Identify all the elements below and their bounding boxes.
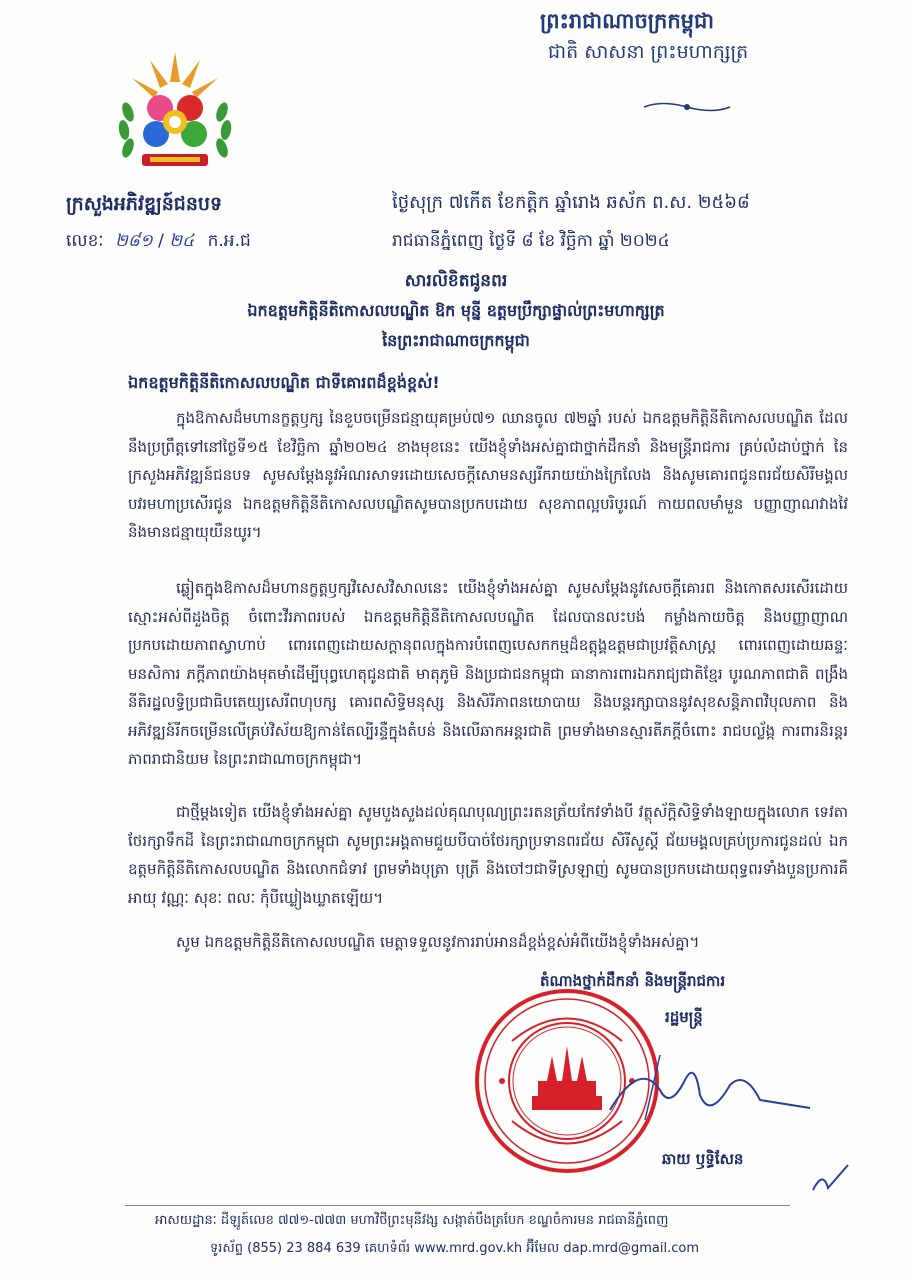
body-paragraph-3: ជាថ្មីម្ដងទៀត យើងខ្ញុំទាំងអស់គ្នា សូមបួងសួងដល់គុណបុណ្យព្រះរតនត្រ័យកែវទាំងបី វត្ថុស័ក្តិសិទ្ធិទាំងឡាយក្នុងលោក ទេវតាថែរក្សាទឹកដី នៃព្រះរាជាណាចក្រកម្ពុជា សូមព្រះអង្គតាមជួយបីបាច់ថែរក្សាប្រទានពរជ័យ សិរីសួស្ដី ជ័យមង្គលគ្រប់ប្រការជូនដល់ ឯកឧត្តមកិត្តិនីតិកោសលបណ្ឌិត និងលោកជំទាវ ព្រមទាំងបុត្រា បុត្រី និងចៅៗជាទីស្រឡាញ់ សូមបានប្រកបដោយពុទ្ធពរទាំងបួនប្រការគឺ អាយុ វណ្ណៈ សុខៈ ពលៈ កុំបីឃ្លៀងឃ្លាតឡើយ។ <box>128 803 848 907</box>
footer-address: អាសយដ្ឋានៈ ដីឡូត៍លេខ ៧៧១-៧៧៣ មហាវិថីព្រះមុនីវង្ស សង្កាត់បឹងត្របែក ខណ្ឌចំការមន រាជធានីភ្នំពេញ <box>155 1213 669 1228</box>
ministry-name: ក្រសួងអភិវឌ្ឍន៍ជនបទ <box>66 193 223 215</box>
signatory-name: ឆាយ ឫទ្ធិសែន <box>662 1150 744 1168</box>
ref-prefix: លេខៈ <box>66 231 104 251</box>
body-paragraph-2: ឆ្លៀតក្នុងឱកាសដ៏មហានក្ខត្តឫក្សវិសេសវិសាលនេះ យើងខ្ញុំទាំងអស់គ្នា សូមសម្ដែងនូវសេចក្ដីគោរព និងកោតសរសើរដោយស្មោះអស់ពីដួងចិត្ត ចំពោះវីរភាពរបស់ ឯកឧត្តមកិត្តិនីតិកោសលបណ្ឌិត ដែលបានលះបង់ កម្លាំងកាយចិត្ត និងបញ្ញាញាណ ប្រកបដោយភាពស្វាហាប់ ពោរពេញដោយសក្ដានុពលក្នុងការបំពេញបេសកកម្មដ៏ឧត្ដុង្គឧត្ដមជាប្រវត្តិសាស្ត្រ ពោរពេញដោយឆន្ទៈ មនសិការ ភក្ដីភាពយ៉ាងមុតមាំដើម្បីបុព្វហេតុជូនជាតិ មាតុភូមិ និងប្រជាជនកម្ពុជា ធានាការពារឯករាជ្យជាតិខ្មែរ បូរណភាពជាតិ ពង្រឹងនីតិរដ្ឋលទ្ធិប្រជាធិបតេយ្យសេរីពហុបក្ស គោរពសិទ្ធិមនុស្ស និងសិរីភាពនយោបាយ និងបន្តរក្សាបាននូវសុខសន្តិភាពវិបុលភាព និងអភិវឌ្ឍន៍រីកចម្រើនលើគ្រប់វិស័យឱ្យកាន់តែល្បីរន្ទឺក្នុងតំបន់ និងលើឆាកអន្តរជាតិ ព្រមទាំងមានស្មារតីភក្ដីចំពោះ រាជបល្ល័ង្ក ការពារនិរន្តរភាពរាជានិយម នៃព្រះរាជាណាចក្រកម្ពុជា។ <box>128 579 848 768</box>
ref-number: ២៨១ <box>114 231 153 251</box>
kingdom-title: ព្រះរាជាណាចក្រកម្ពុជា <box>540 9 715 33</box>
recipient-line-1: ឯកឧត្តមកិត្តិនីតិកោសលបណ្ឌិត ឱក មុន្នី ឧត្តមប្រឹក្សាផ្ទាល់ព្រះមហាក្សត្រ <box>247 301 665 320</box>
letter-subject: សារលិខិតជូនពរ <box>404 271 508 291</box>
ref-year: ២៤ <box>169 231 195 251</box>
ref-suffix: ក.អ.ជ <box>207 231 251 251</box>
body-paragraph-4: សូម ឯកឧត្តមកិត្តិនីតិកោសលបណ្ឌិត មេត្តាទទួលនូវការរាប់អានដ៏ខ្ពង់ខ្ពស់អំពីយើងខ្ញុំទាំងអស់គ្នា។ <box>176 933 700 951</box>
salutation: ឯកឧត្តមកិត្តិនីតិកោសលបណ្ឌិត ជាទីគោរពដ៏ខ្ពង់ខ្ពស់! <box>128 373 440 392</box>
reference-number <box>66 230 251 255</box>
place-and-date: រាជធានីភ្នំពេញ ថ្ងៃទី ៨ ខែ វិច្ឆិកា ឆ្នាំ ២០២៤ <box>392 231 670 251</box>
footer-contact: ទូរស័ព្ទ (855) 23 884 639 គេហទំព័រ www.mrd.gov.kh អ៊ីមែល dap.mrd@gmail.com <box>210 1241 700 1256</box>
lunar-date: ថ្ងៃសុក្រ ៧កើត ខែកត្ដិក ឆ្នាំរោង ឆស័ក ព.ស. ២៥៦៨ <box>392 192 750 213</box>
ministry-logo <box>110 42 240 181</box>
signature-role: រដ្ឋមន្ត្រី <box>665 1008 703 1026</box>
body-paragraph-1: ក្នុងឱកាសដ៏មហានក្ខត្តឫក្ស នៃខួបចម្រើនជន្មាយុគម្រប់៧១ ឈានចូល ៧២ឆ្នាំ របស់ ឯកឧត្តមកិត្តិនីតិកោសលបណ្ឌិត ដែលនឹងប្រព្រឹត្តទៅនៅថ្ងៃទី១៥ ខែវិច្ឆិកា ឆ្នាំ២០២៤ ខាងមុខនេះ យើងខ្ញុំទាំងអស់គ្នាជាថ្នាក់ដឹកនាំ និងមន្ត្រីរាជការ គ្រប់លំដាប់ថ្នាក់ នៃក្រសួងអភិវឌ្ឍន៍ជនបទ សូមសម្ដែងនូវអំណរសាទរដោយសេចក្ដីសោមនស្សរីករាយយ៉ាងក្រៃលែង និងសូមគោរពជូនពរជ័យសិរីមង្គល បវរមហាប្រសើរជូន ឯកឧត្តមកិត្តិនីតិកោសលបណ្ឌិតសូមបានប្រកបដោយ សុខភាពល្អបរិបូរណ៍ កាយពលមាំមួន បញ្ញាញាណវាងវៃ និងមានជន្មាយុយឺនយូរ។ <box>128 409 848 541</box>
ref-separator: / <box>158 231 164 251</box>
recipient-line-2: នៃព្រះរាជាណាចក្រកម្ពុជា <box>382 331 530 350</box>
handwritten-initial <box>808 1160 858 1204</box>
handwritten-signature <box>600 1050 820 1134</box>
national-motto: ជាតិ សាសនា ព្រះមហាក្សត្រ <box>548 41 749 63</box>
signature-title: តំណាងថ្នាក់ដឹកនាំ និងមន្ត្រីរាជការ <box>540 972 726 990</box>
footer-divider <box>125 1205 790 1206</box>
